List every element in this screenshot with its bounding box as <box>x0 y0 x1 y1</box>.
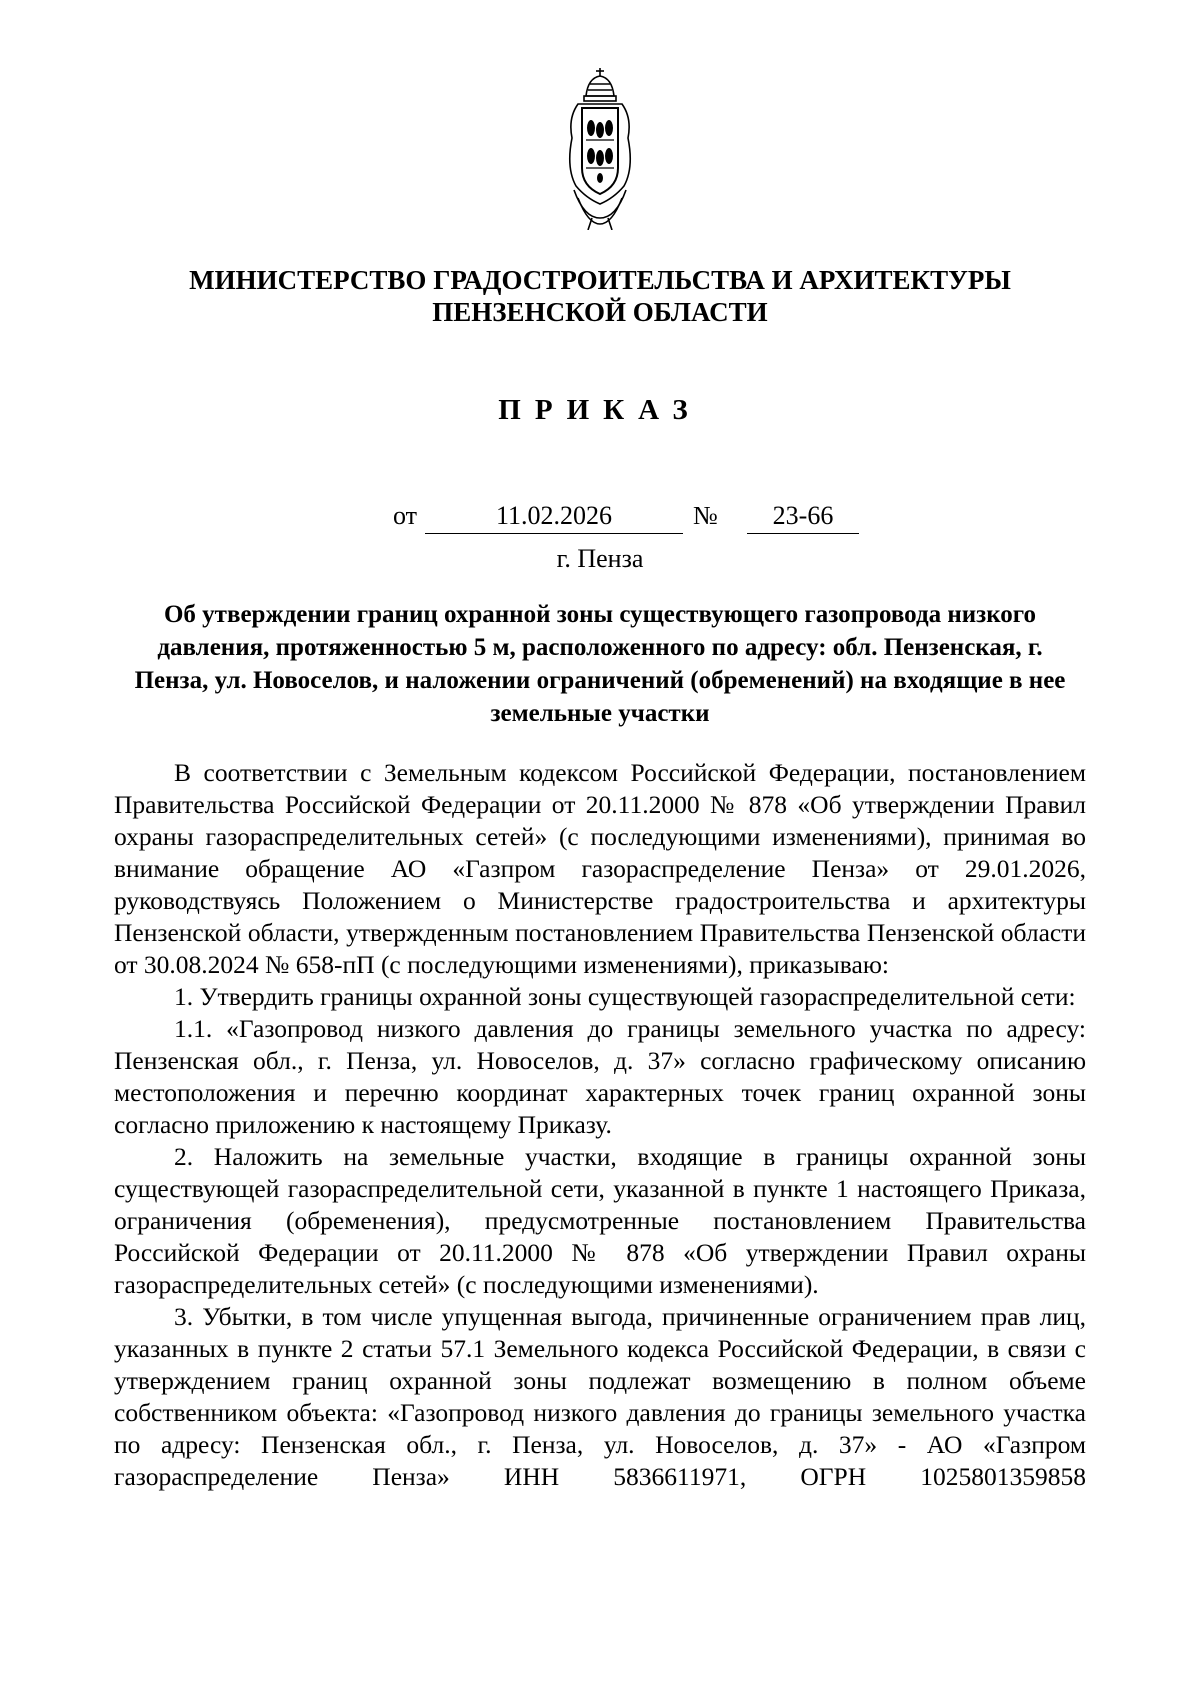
date-number-line <box>393 500 873 534</box>
ministry-name <box>100 264 1100 328</box>
clause-3: 3. Убытки, в том числе упущенная выгода, причиненные ограничением прав лиц, указанных в пункте 2 статьи 57.1 Земельного кодекса Российской Федерации, в связи с утверждением границ охранной зоны подлежат возмещению в полном объеме собственником объекта: «Газопровод низкого давления до границы земельного участка по адресу: Пензенская обл., г. Пенза, ул. Новоселов, д. 37» - АО «Газпром газораспределение Пенза» ИНН 5836611971, ОГРН 1025801359858 <box>114 1302 1086 1491</box>
preamble-paragraph: В соответствии с Земельным кодексом Российской Федерации, постановлением Правительства Российской Федерации от 20.11.2000 № 878 «Об утверждении Правил охраны газораспределительных сетей» (с последующими изменениями), принимая во внимание обращение АО «Газпром газораспределение Пенза» от 29.01.2026, руководствуясь Положением о Министерстве градостроительства и архитектуры Пензенской области, утвержденным постановлением Правительства Пензенской области от 30.08.2024 № 658-пП (с последующими изменениями), приказываю: <box>114 758 1086 979</box>
document-type: ПРИКАЗ <box>498 394 702 426</box>
clause-1: 1. Утвердить границы охранной зоны существующей газораспределительной сети: <box>174 982 1076 1011</box>
date-prefix: от <box>393 501 418 530</box>
document-number: 23-66 <box>747 500 859 534</box>
coat-of-arms-icon <box>564 68 636 230</box>
city: г. Пенза <box>556 544 644 573</box>
clause-1-1: 1.1. «Газопровод низкого давления до границы земельного участка по адресу: Пензенская обл., г. Пенза, ул. Новоселов, д. 37» согласно графическому описанию местоположения и перечню координат характерных точек границ охранной зоны согласно приложению к настоящему Приказу. <box>114 1014 1086 1139</box>
ministry-line-2: ПЕНЗЕНСКОЙ ОБЛАСТИ <box>432 297 768 327</box>
number-prefix: № <box>693 501 718 530</box>
document-subject: Об утверждении границ охранной зоны существующего газопровода низкого давления, протяженностью 5 м, расположенного по адресу: обл. Пензенская, г. Пенза, ул. Новоселов, и наложении ограничений (обременений) на входящие в нее земельные участки <box>134 601 1066 727</box>
ministry-line-1: МИНИСТЕРСТВО ГРАДОСТРОИТЕЛЬСТВА И АРХИТЕКТУРЫ <box>189 265 1011 295</box>
clause-2: 2. Наложить на земельные участки, входящие в границы охранной зоны существующей газораспределительной сети, указанной в пункте 1 настоящего Приказа, ограничения (обременения), предусмотренные постановлением Правительства Российской Федерации от 20.11.2000 № 878 «Об утверждении Правил охраны газораспределительных сетей» (с последующими изменениями). <box>114 1142 1086 1299</box>
document-body <box>114 757 1086 1493</box>
document-date: 11.02.2026 <box>425 500 683 534</box>
